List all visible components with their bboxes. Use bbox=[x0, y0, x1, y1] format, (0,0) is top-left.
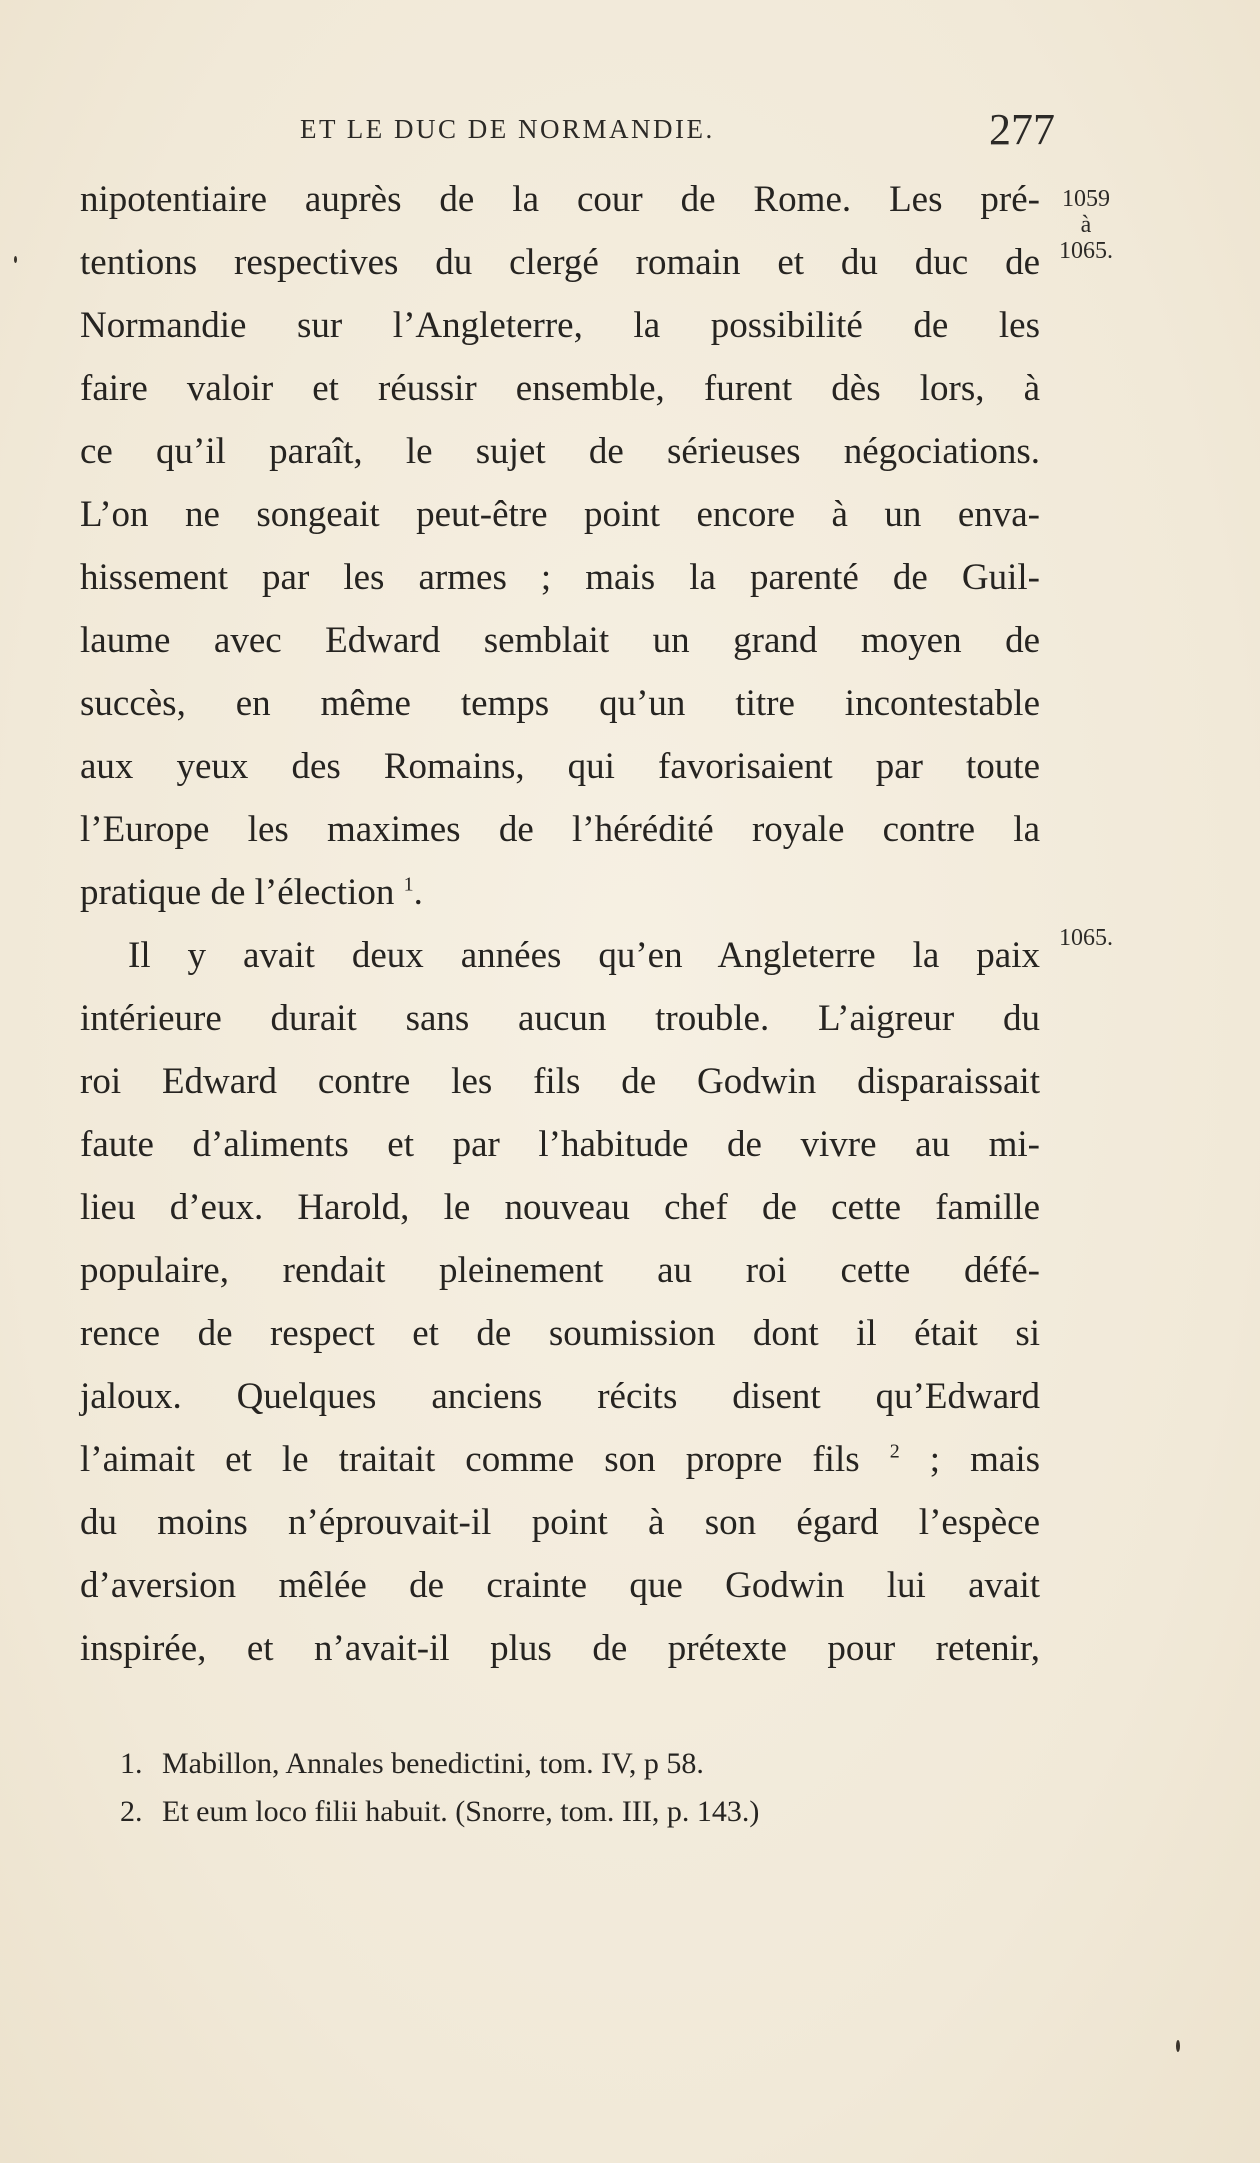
text-line: faute d’aliments et par l’habitude de vivre au mi- bbox=[80, 1124, 1040, 1165]
margin-date-end: 1065. bbox=[1059, 238, 1113, 264]
text-line: roi Edward contre les fils de Godwin disparaissait bbox=[80, 1061, 1040, 1102]
margin-date-range bbox=[1046, 186, 1126, 264]
margin-date-start: 1059 bbox=[1062, 186, 1110, 212]
text-line-suffix: ; mais bbox=[899, 1439, 1041, 1480]
page-header bbox=[300, 105, 1055, 158]
footnote-ref-2: 2 bbox=[889, 1440, 900, 1463]
footnote-number: 1. bbox=[120, 1747, 143, 1780]
paper-speck bbox=[14, 256, 17, 263]
text-line-content: l’aimait et le traitait comme son propre fils bbox=[80, 1439, 860, 1480]
paper-speck bbox=[1176, 2040, 1180, 2052]
text-line-paragraph-start: Il y avait deux années qu’en Angleterre la paix bbox=[128, 935, 1040, 976]
text-line-content: pratique de l’élection bbox=[80, 872, 395, 913]
text-line-suffix: . bbox=[413, 872, 423, 913]
footnote-text: Et eum loco filii habuit. (Snorre, tom. III, p. 143.) bbox=[162, 1795, 760, 1828]
text-line: nipotentiaire auprès de la cour de Rome. Les pré- bbox=[80, 179, 1040, 220]
body-text bbox=[80, 168, 1040, 1680]
text-line: populaire, rendait pleinement au roi cette défé- bbox=[80, 1250, 1040, 1291]
footnote-2 bbox=[120, 1788, 1020, 1836]
text-line: l’Europe les maximes de l’hérédité royale contre la bbox=[80, 809, 1040, 850]
text-line: hissement par les armes ; mais la parenté de Guil- bbox=[80, 557, 1040, 598]
page-number: 277 bbox=[989, 105, 1055, 154]
text-line: jaloux. Quelques anciens récits disent qu’Edward bbox=[80, 1376, 1040, 1417]
text-line-with-ref bbox=[80, 1428, 1040, 1491]
text-line: laume avec Edward semblait un grand moyen de bbox=[80, 620, 1040, 661]
text-line: succès, en même temps qu’un titre incontestable bbox=[80, 683, 1040, 724]
text-line: Normandie sur l’Angleterre, la possibilité de les bbox=[80, 305, 1040, 346]
text-line: intérieure durait sans aucun trouble. L’aigreur du bbox=[80, 998, 1040, 1039]
text-line: L’on ne songeait peut-être point encore à un enva- bbox=[80, 494, 1040, 535]
margin-date-separator: à bbox=[1080, 212, 1092, 238]
footnotes bbox=[120, 1740, 1020, 1836]
running-title: ET LE DUC DE NORMANDIE. bbox=[300, 114, 715, 144]
margin-date-single: 1065. bbox=[1059, 925, 1113, 951]
footnote-text: Mabillon, Annales benedictini, tom. IV, p 58. bbox=[162, 1747, 704, 1780]
text-line: tentions respectives du clergé romain et du duc de bbox=[80, 242, 1040, 283]
text-line: du moins n’éprouvait-il point à son égard l’espèce bbox=[80, 1502, 1040, 1543]
footnote-ref-1: 1 bbox=[403, 873, 414, 896]
text-line-paragraph-end bbox=[80, 861, 1040, 924]
text-line: d’aversion mêlée de crainte que Godwin lui avait bbox=[80, 1565, 1040, 1606]
footnote-1 bbox=[120, 1740, 1020, 1788]
text-line: rence de respect et de soumission dont il était si bbox=[80, 1313, 1040, 1354]
text-line: ce qu’il paraît, le sujet de sérieuses négociations. bbox=[80, 431, 1040, 472]
text-line: aux yeux des Romains, qui favorisaient par toute bbox=[80, 746, 1040, 787]
text-line: inspirée, et n’avait-il plus de prétexte pour retenir, bbox=[80, 1628, 1040, 1669]
text-line: lieu d’eux. Harold, le nouveau chef de cette famille bbox=[80, 1187, 1040, 1228]
text-line: faire valoir et réussir ensemble, furent dès lors, à bbox=[80, 368, 1040, 409]
footnote-number: 2. bbox=[120, 1795, 143, 1828]
